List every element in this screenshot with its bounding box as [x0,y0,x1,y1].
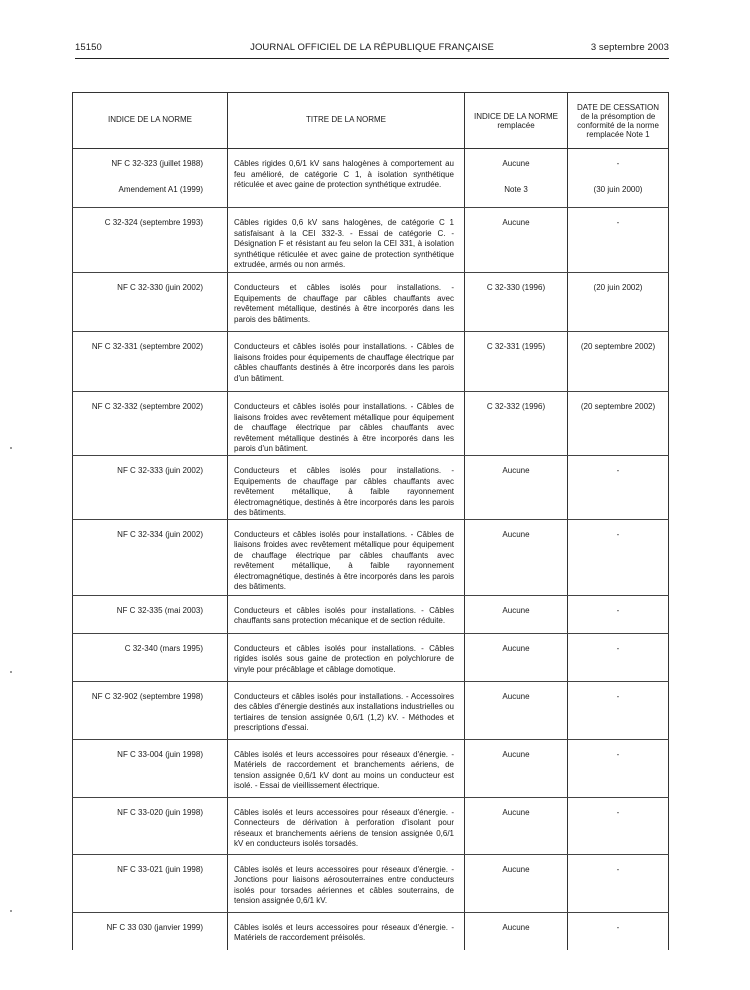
page-number: 15150 [75,42,102,53]
col-header-index: INDICE DE LA NORME [73,93,228,149]
cessation-date-amendment: (30 juin 2000) [593,184,643,194]
norm-index: NF C 33-004 (juin 1998) [73,739,228,797]
table-row [73,912,669,950]
cessation-date: - [568,208,669,273]
replaced-norm: C 32-330 (1996) [465,273,568,332]
norm-index: NF C 32-332 (septembre 2002) [73,392,228,456]
norm-title: Câbles isolés et leurs accessoires pour réseaux d'énergie. - Jonctions pour liaisons aérosouterraines entre conducteurs isolés pour torsades aériennes et câbles souterrains, de tension assignée 0,6/1 kV. [228,854,465,912]
page-header [75,42,669,56]
norm-title: Câbles isolés et leurs accessoires pour réseaux d'énergie. - Matériels de raccordement et branchements aériens, de tension assignée 0,6/1 kV dont au moins un conducteur est isolé. - Essai de vieillissement électrique. [228,739,465,797]
norm-amendment: Amendement A1 (1999) [118,184,203,194]
cessation-date: - [568,681,669,739]
cessation-date-cell [568,149,669,208]
table-row [73,149,669,208]
cessation-date: (20 juin 2002) [568,273,669,332]
norm-index: NF C 32-323 (juillet 1988) [111,159,203,168]
cessation-date: - [616,159,620,168]
norm-title: Câbles isolés et leurs accessoires pour réseaux d'énergie. - Connecteurs de dérivation à perforation d'isolant pour réseaux et branchements aériens de tension assignée 0,6/1 kV en conducteurs isolés torsadés. [228,797,465,854]
norm-title: Conducteurs et câbles isolés pour installations. - Equipements de chauffage par câbles chauffants avec revêtement métallique, destinés à être incorporés dans les parois des bâtiments. [228,273,465,332]
col-header-replaced: INDICE DE LA NORME remplacée [465,93,568,149]
norm-title: Câbles isolés et leurs accessoires pour réseaux d'énergie. - Matériels de raccordement préisolés. [228,912,465,950]
replaced-norm: Aucune [465,797,568,854]
cessation-date: - [568,797,669,854]
norm-index: NF C 32-331 (septembre 2002) [73,332,228,392]
col-header-title: TITRE DE LA NORME [228,93,465,149]
cessation-date: - [568,519,669,595]
cessation-date: (20 septembre 2002) [568,392,669,456]
cessation-date: - [568,854,669,912]
scan-speck [10,910,12,912]
replaced-norm: Aucune [465,519,568,595]
cessation-date: - [568,912,669,950]
norm-index: C 32-324 (septembre 1993) [73,208,228,273]
scan-speck [10,671,12,673]
col-header-cessation: DATE DE CESSATION de la présomption de conformité de la norme remplacée Note 1 [568,93,669,149]
norm-index: NF C 32-330 (juin 2002) [73,273,228,332]
norm-title: Câbles rigides 0,6 kV sans halogènes, de catégorie C 1 satisfaisant à la CEI 332-3. - Essai de catégorie C. - Désignation F et résistant au feu selon la CEI 331, à isolation synthétique réticulée et avec gaine de protection synthétique extrudée, armés ou non armés. [228,208,465,273]
table-row [73,456,669,520]
norm-title: Conducteurs et câbles isolés pour installations. - Câbles de liaisons froides avec revêtement métallique pour équipement de chauffage électrique par câbles chauffants avec revêtement métallique destinés à être incorporés dans les parois d'un bâtiment. [228,392,465,456]
replaced-norm: Aucune [465,681,568,739]
replaced-norm: Aucune [465,208,568,273]
table-row [73,681,669,739]
cessation-date: - [568,739,669,797]
table-header-row [73,93,669,149]
publication-date: 3 septembre 2003 [590,42,669,53]
replaced-norm: Aucune [465,912,568,950]
cessation-date: - [568,633,669,681]
norm-title-cell [228,149,465,208]
table-row [73,519,669,595]
replaced-norm: Aucune [465,456,568,520]
norm-index: NF C 32-335 (mai 2003) [73,595,228,633]
norm-title: Conducteurs et câbles isolés pour installations. - Accessoires des câbles d'énergie destinés aux installations industrielles ou tertiaires de tension assignée 0,6/1 (1,2) kV. - Méthodes et prescriptions d'essai. [228,681,465,739]
replaced-norm: Aucune [465,854,568,912]
standards-table [72,92,669,950]
journal-title: JOURNAL OFFICIEL DE LA RÉPUBLIQUE FRANÇAISE [250,42,494,53]
norm-index: NF C 32-902 (septembre 1998) [73,681,228,739]
header-rule [75,58,669,59]
norm-title: Conducteurs et câbles isolés pour installations. - Câbles de liaisons froides pour équipements de chauffage électrique par câbles chauffants destinés à être incorporés dans les parois d'un bâtiment. [228,332,465,392]
norm-title: Conducteurs et câbles isolés pour installations. - Câbles rigides isolés sous gaine de protection en polychlorure de vinyle pour précâblage et câblage domotique. [228,633,465,681]
norm-index: NF C 33-021 (juin 1998) [73,854,228,912]
replaced-norm: Aucune [465,739,568,797]
table-row [73,633,669,681]
cessation-date: - [568,595,669,633]
table-row [73,595,669,633]
replaced-norm: Aucune [465,595,568,633]
table-row [73,739,669,797]
table-row [73,392,669,456]
norm-title: Conducteurs et câbles isolés pour installations. - Câbles chauffants sans protection mécanique et de section réduite. [228,595,465,633]
replaced-note: Note 3 [504,184,528,194]
norm-title: Conducteurs et câbles isolés pour installations. - Equipements de chauffage par câbles chauffants avec revêtement métallique, à faible rayonnement électromagnétique, destinés à être incorporés dans les parois des bâtiments. [228,456,465,520]
replaced-norm: C 32-331 (1995) [465,332,568,392]
norm-index: C 32-340 (mars 1995) [73,633,228,681]
norm-index: NF C 33 030 (janvier 1999) [73,912,228,950]
scan-speck [10,447,12,449]
replaced-norm: C 32-332 (1996) [465,392,568,456]
cessation-date: (20 septembre 2002) [568,332,669,392]
norm-index-cell [73,149,228,208]
replaced-norm-cell [465,149,568,208]
table-row [73,273,669,332]
norm-index: NF C 33-020 (juin 1998) [73,797,228,854]
table-row [73,854,669,912]
replaced-norm: Aucune [502,159,530,168]
norm-index: NF C 32-334 (juin 2002) [73,519,228,595]
replaced-norm: Aucune [465,633,568,681]
norm-title: Conducteurs et câbles isolés pour installations. - Câbles de liaisons froides avec revêtement métallique pour équipement de chauffage électrique par câbles chauffants avec revêtement métallique, à faible rayonnement électromagnétique, destinés à être incorporés dans les parois des bâtiments. [228,519,465,595]
cessation-date: - [568,456,669,520]
norm-index: NF C 32-333 (juin 2002) [73,456,228,520]
table-row [73,797,669,854]
table-row [73,332,669,392]
norm-title: Câbles rigides 0,6/1 kV sans halogènes à comportement au feu amélioré, de catégorie C 1, à isolation synthétique réticulée et avec gaine de protection synthétique extrudée. [234,159,454,189]
table-row [73,208,669,273]
